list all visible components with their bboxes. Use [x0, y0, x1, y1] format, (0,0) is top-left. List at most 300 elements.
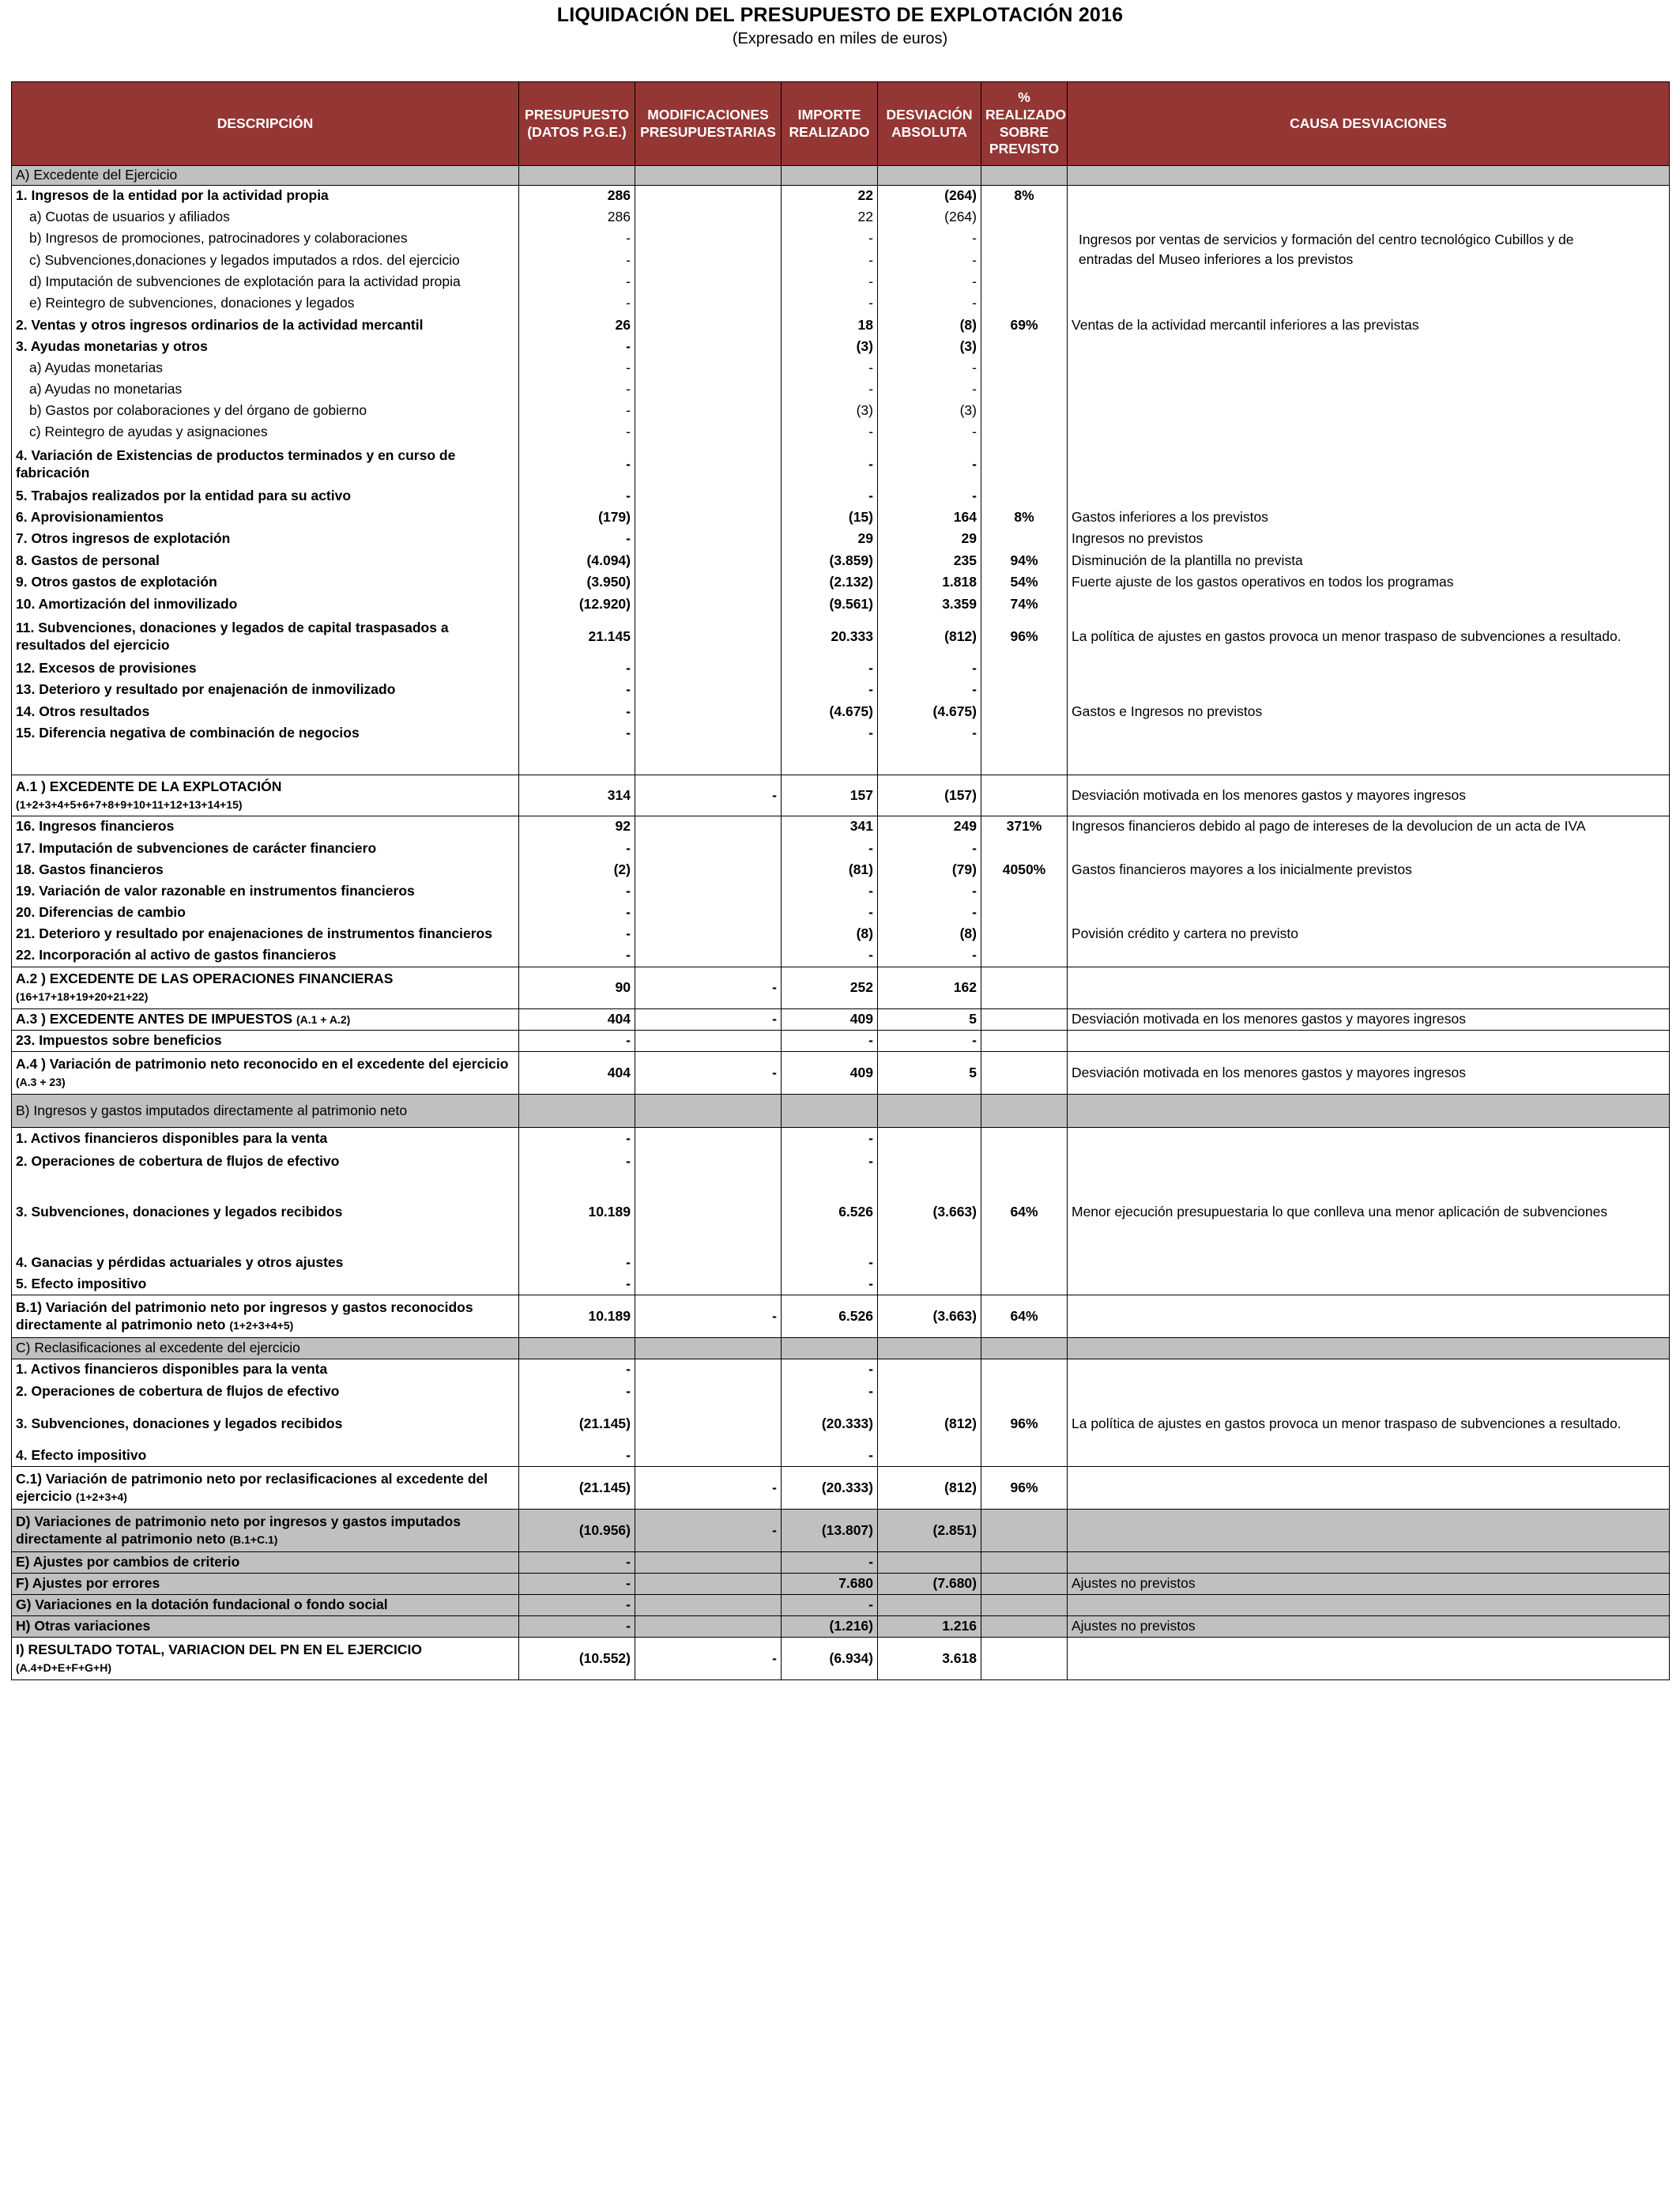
cell-desviacion: (8): [878, 924, 981, 945]
cell-modificaciones: [635, 1173, 782, 1252]
cell-modificaciones: -: [635, 1295, 782, 1338]
row-description-text: 19. Variación de valor razonable en instrumentos financieros: [16, 883, 415, 899]
cell-modificaciones: [635, 401, 782, 422]
row-description: [12, 1095, 519, 1128]
cell-importe: (13.807): [782, 1510, 878, 1552]
cell-modificaciones: [635, 1031, 782, 1052]
cell-presupuesto: -: [519, 401, 635, 422]
cell-causa: [1068, 443, 1670, 486]
row-formula: (A.1 + A.2): [296, 1013, 351, 1027]
row-description-text: 21. Deterioro y resultado por enajenaciones de instrumentos financieros: [16, 925, 492, 942]
row-description-text: G) Variaciones en la dotación fundacional o fondo social: [16, 1596, 388, 1613]
cell-pct: [981, 701, 1068, 723]
row-description-text: A.4 ) Variación de patrimonio neto reconocido en el excedente del ejercicio: [16, 1055, 509, 1072]
cell-causa: Gastos financieros mayores a los inicialmente previstos: [1068, 860, 1670, 881]
table-row: [12, 860, 1670, 881]
row-description: [12, 315, 519, 337]
cell-importe: (15): [782, 507, 878, 529]
row-description: [12, 572, 519, 594]
table-row: [12, 1595, 1670, 1616]
row-description-text: c) Reintegro de ayudas y asignaciones: [29, 424, 268, 440]
cell-modificaciones: [635, 1381, 782, 1403]
cell-causa: Disminución de la plantilla no prevista: [1068, 550, 1670, 572]
row-description-text: a) Ayudas no monetarias: [29, 381, 183, 398]
cell-presupuesto: -: [519, 1151, 635, 1173]
cell-importe: 20.333: [782, 616, 878, 658]
cell-desviacion: -: [878, 379, 981, 401]
table-row: [12, 680, 1670, 701]
cell-importe: -: [782, 422, 878, 443]
cell-importe: -: [782, 680, 878, 701]
cell-causa: [1068, 967, 1670, 1009]
row-description-text: 13. Deterioro y resultado por enajenación de inmovilizado: [16, 681, 396, 698]
cell-pct: [981, 903, 1068, 924]
cell-desviacion: -: [878, 680, 981, 701]
row-description: [12, 1467, 519, 1510]
col-modificaciones: MODIFICACIONES PRESUPUESTARIAS: [635, 82, 782, 166]
cell-pct: 8%: [981, 186, 1068, 207]
cell-desviacion: (7.680): [878, 1574, 981, 1595]
row-description-text: b) Ingresos de promociones, patrocinadores y colaboraciones: [29, 230, 408, 247]
cell-desviacion: -: [878, 945, 981, 967]
table-row: [12, 1173, 1670, 1252]
table-row: [12, 1031, 1670, 1052]
table-row: [12, 358, 1670, 379]
cell-importe: (9.561): [782, 594, 878, 616]
table-row: [12, 315, 1670, 337]
cell-pct: [981, 967, 1068, 1009]
cell-causa: [1068, 207, 1670, 228]
row-description-text: 1. Ingresos de la entidad por la actividad propia: [16, 187, 329, 204]
cell-modificaciones: [635, 701, 782, 723]
cell-modificaciones: -: [635, 967, 782, 1009]
row-description: [12, 658, 519, 680]
cell-importe: 22: [782, 186, 878, 207]
row-description-text: e) Reintegro de subvenciones, donaciones y legados: [29, 295, 355, 311]
cell-desviacion: (3.663): [878, 1295, 981, 1338]
table-row: [12, 1616, 1670, 1638]
cell-presupuesto: -: [519, 443, 635, 486]
cell-presupuesto: -: [519, 924, 635, 945]
cell-causa: Desviación motivada en los menores gastos y mayores ingresos: [1068, 1009, 1670, 1031]
table-row: [12, 658, 1670, 680]
cell-presupuesto: -: [519, 1381, 635, 1403]
cell-importe: -: [782, 1381, 878, 1403]
row-description-text: B.1) Variación del patrimonio neto por ingresos y gastos reconocidos directamente al patrimonio neto: [16, 1299, 473, 1333]
row-description-text: 9. Otros gastos de explotación: [16, 574, 217, 590]
cell-presupuesto: -: [519, 701, 635, 723]
cell-importe: [782, 1338, 878, 1359]
row-description-text: 5. Trabajos realizados por la entidad para su activo: [16, 488, 352, 504]
cell-importe: (2.132): [782, 572, 878, 594]
cell-pct: [981, 529, 1068, 550]
cell-causa: Ingresos financieros debido al pago de intereses de la devolucion de un acta de IVA: [1068, 816, 1670, 838]
row-description: [12, 250, 519, 272]
row-description: [12, 924, 519, 945]
cell-pct: 69%: [981, 315, 1068, 337]
cell-desviacion: (3): [878, 337, 981, 358]
row-description-text: d) Imputación de subvenciones de explotación para la actividad propia: [29, 273, 461, 290]
row-description: [12, 486, 519, 507]
row-description-text: 5. Efecto impositivo: [16, 1275, 147, 1291]
row-description: [12, 1381, 519, 1403]
cell-importe: 409: [782, 1009, 878, 1031]
cell-modificaciones: [635, 924, 782, 945]
cell-pct: 4050%: [981, 860, 1068, 881]
cell-presupuesto: [519, 1338, 635, 1359]
cell-presupuesto: 286: [519, 207, 635, 228]
cell-modificaciones: -: [635, 1467, 782, 1510]
row-description-text: 4. Variación de Existencias de productos terminados y en curso de fabricación: [16, 447, 456, 481]
row-description-text: c) Subvenciones,donaciones y legados imputados a rdos. del ejercicio: [29, 251, 460, 268]
cell-desviacion: [878, 1274, 981, 1295]
cell-pct: 96%: [981, 1467, 1068, 1510]
row-description-text: 12. Excesos de provisiones: [16, 660, 197, 677]
row-description: [12, 1446, 519, 1467]
cell-importe: (3.859): [782, 550, 878, 572]
cell-presupuesto: -: [519, 1616, 635, 1638]
cell-pct: 96%: [981, 1403, 1068, 1446]
table-row: [12, 816, 1670, 838]
table-row: [12, 1638, 1670, 1680]
cell-desviacion: (3.663): [878, 1173, 981, 1252]
table-row: [12, 1510, 1670, 1552]
table-row: [12, 1151, 1670, 1173]
table-row: [12, 903, 1670, 924]
cell-presupuesto: [519, 1095, 635, 1128]
cell-importe: 341: [782, 816, 878, 838]
table-row: [12, 1338, 1670, 1359]
cell-pct: [981, 337, 1068, 358]
cell-importe: -: [782, 1359, 878, 1381]
cell-desviacion: (812): [878, 1403, 981, 1446]
cell-desviacion: (4.675): [878, 701, 981, 723]
budget-table: [11, 81, 1670, 1680]
row-description-text: I) RESULTADO TOTAL, VARIACION DEL PN EN EL EJERCICIO: [16, 1641, 423, 1657]
cell-causa: Ingresos no previstos: [1068, 529, 1670, 550]
cell-presupuesto: (21.145): [519, 1403, 635, 1446]
table-row: [12, 1252, 1670, 1274]
cell-importe: (3): [782, 401, 878, 422]
row-description: [12, 816, 519, 838]
cell-modificaciones: [635, 207, 782, 228]
cell-causa: La política de ajustes en gastos provoca un menor traspaso de subvenciones a resultado.: [1068, 616, 1670, 658]
cell-presupuesto: -: [519, 228, 635, 250]
table-row: [12, 1128, 1670, 1151]
cell-pct: [981, 1052, 1068, 1095]
cell-importe: -: [782, 379, 878, 401]
cell-modificaciones: [635, 250, 782, 272]
row-description-text: B) Ingresos y gastos imputados directamente al patrimonio neto: [16, 1102, 408, 1118]
cell-modificaciones: [635, 1359, 782, 1381]
cell-causa: Gastos inferiores a los previstos: [1068, 507, 1670, 529]
cell-desviacion: -: [878, 1031, 981, 1052]
cell-presupuesto: [519, 166, 635, 186]
cell-presupuesto: (12.920): [519, 594, 635, 616]
table-row: [12, 1467, 1670, 1510]
table-row: [12, 207, 1670, 228]
row-description: [12, 1052, 519, 1095]
cell-presupuesto: -: [519, 658, 635, 680]
cell-presupuesto: -: [519, 337, 635, 358]
cell-pct: [981, 1552, 1068, 1574]
cell-presupuesto: -: [519, 1031, 635, 1052]
title: LIQUIDACIÓN DEL PRESUPUESTO DE EXPLOTACIÓN 2016: [556, 4, 1124, 26]
cell-modificaciones: [635, 1338, 782, 1359]
cell-pct: [981, 1009, 1068, 1031]
table-row: [12, 1295, 1670, 1338]
row-formula: (16+17+18+19+20+21+22): [16, 990, 149, 1003]
cell-causa: Fuerte ajuste de los gastos operativos en todos los programas: [1068, 572, 1670, 594]
row-description-text: 6. Aprovisionamientos: [16, 509, 164, 526]
cell-presupuesto: 404: [519, 1009, 635, 1031]
col-pct: % REALIZADO SOBRE PREVISTO: [981, 82, 1068, 166]
row-description: [12, 1510, 519, 1552]
cell-modificaciones: [635, 816, 782, 838]
row-description-text: a) Cuotas de usuarios y afiliados: [29, 209, 230, 225]
cell-presupuesto: (3.950): [519, 572, 635, 594]
subtitle: (Expresado en miles de euros): [732, 30, 948, 47]
cell-importe: -: [782, 881, 878, 903]
cell-pct: 96%: [981, 616, 1068, 658]
row-description-text: C.1) Variación de patrimonio neto por reclasificaciones al excedente del ejercicio: [16, 1470, 488, 1504]
row-description-text: 2. Ventas y otros ingresos ordinarios de la actividad mercantil: [16, 316, 424, 333]
cell-presupuesto: 314: [519, 775, 635, 816]
cell-desviacion: -: [878, 250, 981, 272]
cell-importe: (4.675): [782, 701, 878, 723]
cell-causa: [1068, 1252, 1670, 1274]
cell-importe: -: [782, 293, 878, 315]
row-description: [12, 723, 519, 745]
cell-desviacion: 1.818: [878, 572, 981, 594]
cell-desviacion: (2.851): [878, 1510, 981, 1552]
cell-modificaciones: [635, 860, 782, 881]
cell-causa: [1068, 1031, 1670, 1052]
cell-causa: La política de ajustes en gastos provoca un menor traspaso de subvenciones a resultado.: [1068, 1403, 1670, 1446]
cell-presupuesto: -: [519, 1574, 635, 1595]
cell-modificaciones: [635, 422, 782, 443]
cell-causa: [1068, 272, 1670, 293]
cell-modificaciones: [635, 945, 782, 967]
cell-desviacion: (79): [878, 860, 981, 881]
row-formula: (B.1+C.1): [229, 1532, 278, 1546]
row-description: [12, 529, 519, 550]
cell-desviacion: -: [878, 272, 981, 293]
cell-modificaciones: [635, 838, 782, 860]
cell-importe: (20.333): [782, 1403, 878, 1446]
col-desviacion: DESVIACIÓN ABSOLUTA: [878, 82, 981, 166]
cell-desviacion: -: [878, 881, 981, 903]
cell-importe: -: [782, 723, 878, 745]
cell-modificaciones: [635, 272, 782, 293]
table-row: [12, 186, 1670, 207]
table-row: [12, 1381, 1670, 1403]
cell-modificaciones: [635, 315, 782, 337]
row-formula: (1+2+3+4): [75, 1490, 127, 1503]
cell-desviacion: [878, 1151, 981, 1173]
row-description-text: 18. Gastos financieros: [16, 861, 164, 878]
row-description: [12, 1031, 519, 1052]
row-description: [12, 1009, 519, 1031]
cell-modificaciones: [635, 903, 782, 924]
cell-modificaciones: [635, 337, 782, 358]
col-descripcion: DESCRIPCIÓN: [12, 82, 519, 166]
cell-causa: [1068, 594, 1670, 616]
row-description-text: 4. Ganacias y pérdidas actuariales y otros ajustes: [16, 1253, 344, 1270]
cell-desviacion: (8): [878, 315, 981, 337]
cell-pct: [981, 250, 1068, 272]
table-row: [12, 701, 1670, 723]
row-description-text: 3. Ayudas monetarias y otros: [16, 338, 208, 355]
cell-modificaciones: [635, 507, 782, 529]
cell-presupuesto: (10.552): [519, 1638, 635, 1680]
cell-importe: -: [782, 1151, 878, 1173]
cell-causa: Ajustes no previstos: [1068, 1616, 1670, 1638]
cell-presupuesto: 92: [519, 816, 635, 838]
row-description: [12, 881, 519, 903]
row-description: [12, 1173, 519, 1252]
cell-pct: [981, 1595, 1068, 1616]
cell-presupuesto: -: [519, 903, 635, 924]
cell-causa: [1068, 1274, 1670, 1295]
cell-presupuesto: (4.094): [519, 550, 635, 572]
cell-pct: [981, 1381, 1068, 1403]
cell-pct: [981, 443, 1068, 486]
cell-modificaciones: [635, 358, 782, 379]
cell-importe: (1.216): [782, 1616, 878, 1638]
row-description: [12, 1574, 519, 1595]
cell-importe: 18: [782, 315, 878, 337]
cell-importe: 29: [782, 529, 878, 550]
cell-desviacion: [878, 1552, 981, 1574]
cell-causa: [1068, 293, 1670, 315]
cell-causa: Gastos e Ingresos no previstos: [1068, 701, 1670, 723]
cell-importe: 22: [782, 207, 878, 228]
row-description: [12, 838, 519, 860]
cell-pct: [981, 924, 1068, 945]
cell-desviacion: -: [878, 228, 981, 250]
cell-presupuesto: 21.145: [519, 616, 635, 658]
cell-desviacion: -: [878, 422, 981, 443]
cell-presupuesto: -: [519, 529, 635, 550]
cell-importe: -: [782, 838, 878, 860]
table-row: [12, 775, 1670, 816]
cell-modificaciones: -: [635, 1052, 782, 1095]
col-importe: IMPORTE REALIZADO: [782, 82, 878, 166]
row-description: [12, 337, 519, 358]
cell-desviacion: 162: [878, 967, 981, 1009]
cell-causa: [1068, 1359, 1670, 1381]
row-formula: (A.3 + 23): [16, 1075, 66, 1088]
cell-desviacion: 3.618: [878, 1638, 981, 1680]
cell-desviacion: (264): [878, 186, 981, 207]
cell-causa: Menor ejecución presupuestaria lo que conlleva una menor aplicación de subvenciones: [1068, 1173, 1670, 1252]
cell-causa: [1068, 1595, 1670, 1616]
cell-presupuesto: -: [519, 486, 635, 507]
row-formula: (1+2+3+4+5+6+7+8+9+10+11+12+13+14+15): [16, 797, 243, 811]
cell-presupuesto: -: [519, 250, 635, 272]
cell-desviacion: [878, 1381, 981, 1403]
row-description-text: 1. Activos financieros disponibles para la venta: [16, 1130, 328, 1147]
cell-importe: -: [782, 228, 878, 250]
table-row: [12, 507, 1670, 529]
cell-causa: [1068, 881, 1670, 903]
cell-pct: [981, 945, 1068, 967]
cell-desviacion: [878, 1095, 981, 1128]
cell-desviacion: [878, 166, 981, 186]
row-description: [12, 594, 519, 616]
cell-pct: [981, 379, 1068, 401]
cell-importe: -: [782, 1274, 878, 1295]
row-description: [12, 1128, 519, 1151]
cell-pct: 54%: [981, 572, 1068, 594]
cell-desviacion: 5: [878, 1052, 981, 1095]
cell-modificaciones: [635, 723, 782, 745]
row-description: [12, 1252, 519, 1274]
row-description: [12, 186, 519, 207]
cell-presupuesto: (21.145): [519, 1467, 635, 1510]
cell-desviacion: -: [878, 486, 981, 507]
table-row: [12, 967, 1670, 1009]
cell-desviacion: 249: [878, 816, 981, 838]
cell-pct: [981, 1510, 1068, 1552]
cell-causa: Desviación motivada en los menores gastos y mayores ingresos: [1068, 775, 1670, 816]
cell-causa: [1068, 945, 1670, 967]
table-row: [12, 1552, 1670, 1574]
cell-causa: [1068, 1510, 1670, 1552]
cell-importe: -: [782, 358, 878, 379]
cell-presupuesto: -: [519, 723, 635, 745]
cell-causa: [1068, 186, 1670, 207]
cell-presupuesto: 404: [519, 1052, 635, 1095]
row-description: [12, 967, 519, 1009]
cell-desviacion: 3.359: [878, 594, 981, 616]
cell-pct: [981, 422, 1068, 443]
cell-pct: 371%: [981, 816, 1068, 838]
cell-causa: [1068, 1095, 1670, 1128]
cell-desviacion: (812): [878, 1467, 981, 1510]
cell-importe: -: [782, 1446, 878, 1467]
row-description-text: 4. Efecto impositivo: [16, 1446, 147, 1463]
row-description: [12, 1616, 519, 1638]
row-description: [12, 207, 519, 228]
cell-importe: -: [782, 1031, 878, 1052]
cell-modificaciones: [635, 1252, 782, 1274]
cell-modificaciones: [635, 745, 782, 775]
table-row: [12, 486, 1670, 507]
row-description-text: E) Ajustes por cambios de criterio: [16, 1554, 240, 1570]
cell-importe: -: [782, 1552, 878, 1574]
row-description: [12, 775, 519, 816]
cell-desviacion: -: [878, 293, 981, 315]
cell-presupuesto: -: [519, 422, 635, 443]
row-description-text: H) Otras variaciones: [16, 1618, 151, 1634]
cell-importe: -: [782, 903, 878, 924]
cell-causa: [1068, 658, 1670, 680]
cell-modificaciones: -: [635, 775, 782, 816]
cell-causa: [1068, 1467, 1670, 1510]
cell-pct: [981, 1128, 1068, 1151]
cell-importe: 157: [782, 775, 878, 816]
cell-pct: 74%: [981, 594, 1068, 616]
cell-desviacion: 29: [878, 529, 981, 550]
cell-pct: [981, 723, 1068, 745]
cell-desviacion: [878, 1446, 981, 1467]
row-description: [12, 228, 519, 250]
row-description: [12, 1595, 519, 1616]
cell-presupuesto: (10.956): [519, 1510, 635, 1552]
cell-causa: [1068, 903, 1670, 924]
